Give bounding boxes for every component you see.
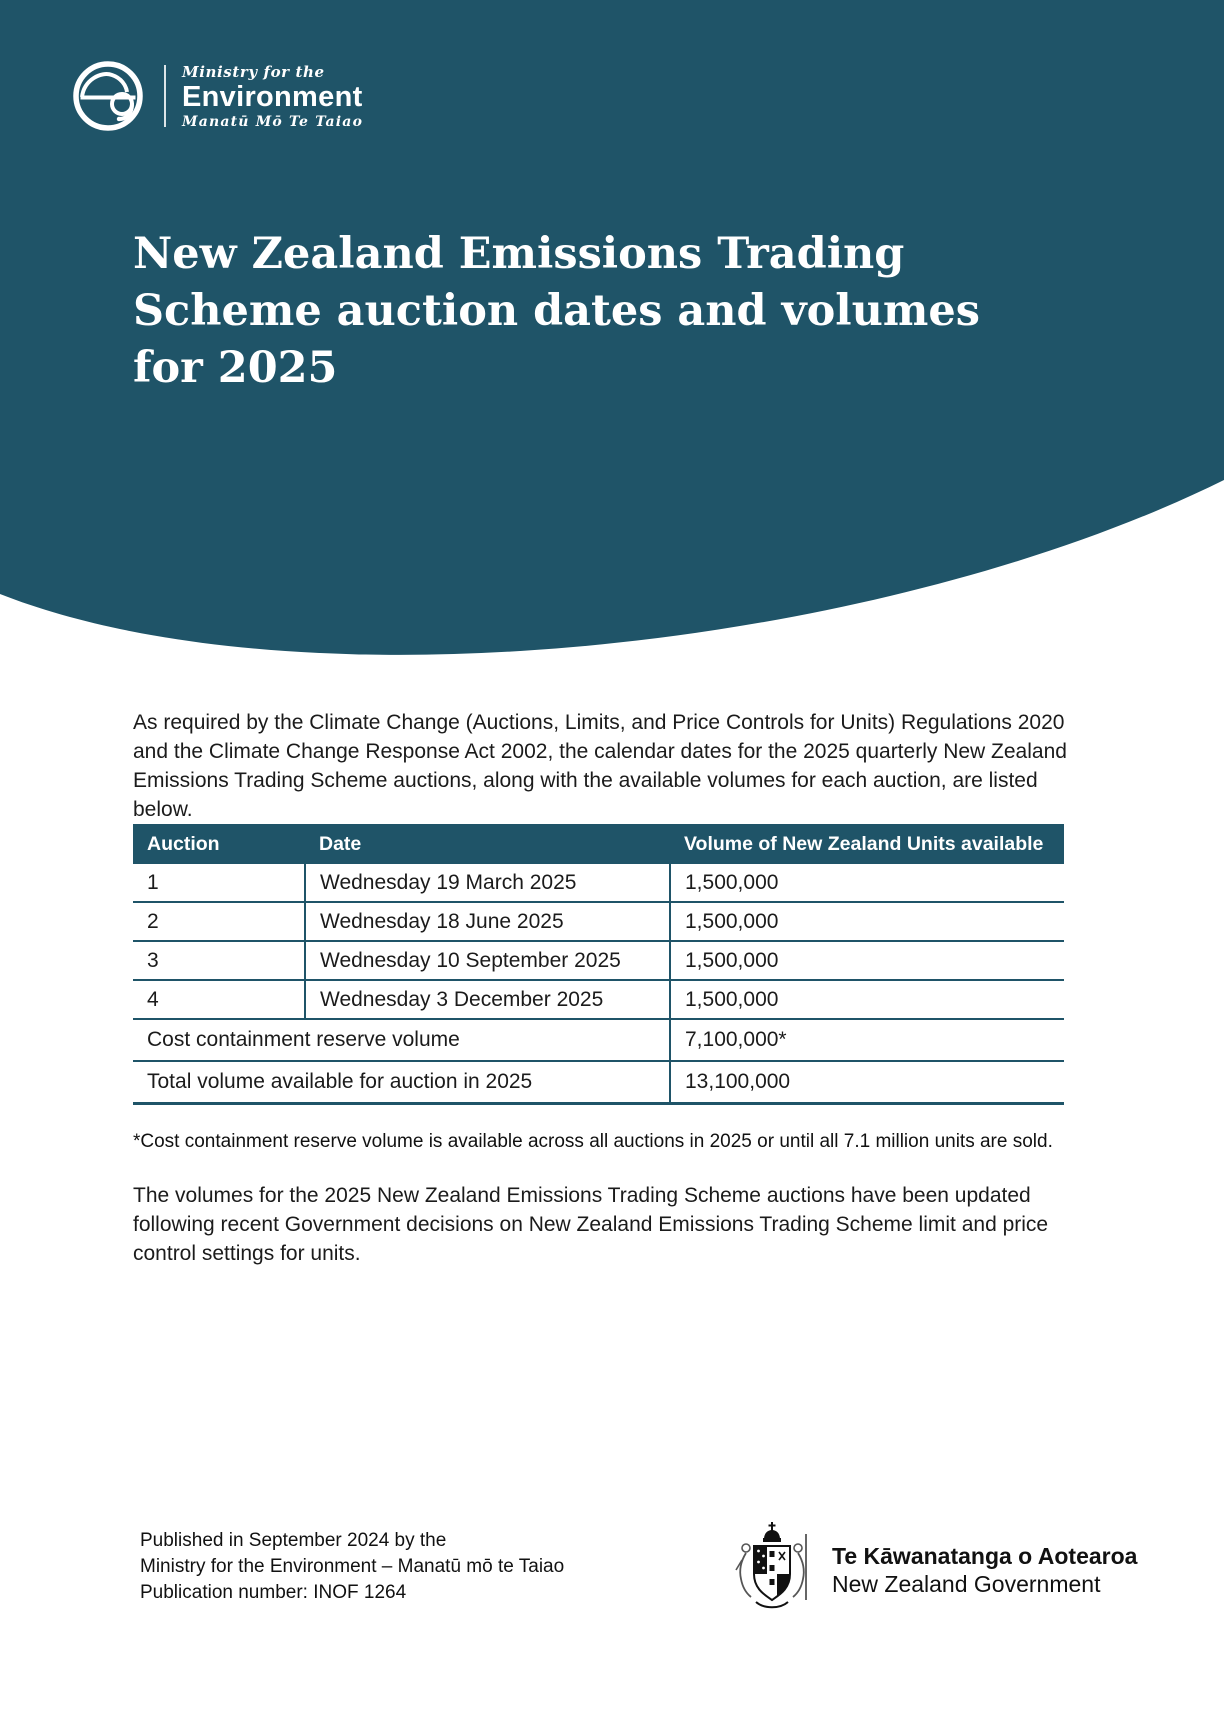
auction-date: Wednesday 3 December 2025 <box>305 980 670 1019</box>
page-title <box>133 226 993 397</box>
publication-line2: Ministry for the Environment – Manatū mō te Taiao <box>140 1556 565 1577</box>
summary-volume: 7,100,000* <box>670 1019 1064 1061</box>
page-title-line3: for 2025 <box>133 343 338 393</box>
ministry-for-the-label: Ministry for the <box>182 62 325 81</box>
auction-number: 2 <box>133 902 305 941</box>
mfe-wordmark <box>182 63 363 130</box>
auction-date: Wednesday 10 September 2025 <box>305 941 670 980</box>
auction-number: 4 <box>133 980 305 1019</box>
govt-wordmark <box>832 1542 1137 1598</box>
summary-label: Cost containment reserve volume <box>133 1019 670 1061</box>
summary-label: Total volume available for auction in 2025 <box>133 1061 670 1104</box>
intro-paragraph: As required by the Climate Change (Auctions, Limits, and Price Controls for Units) Regulations 2020 and the Climate Change Response Act 2002, the calendar dates for the 2025 quarterly New Zealand Emissions Trading Scheme auctions, along with the available volumes for each auction, are listed below. <box>133 711 1067 821</box>
govt-name-maori: Te Kāwanatanga o Aotearoa <box>832 1543 1138 1569</box>
table-row <box>133 902 1064 941</box>
mfe-logo <box>70 58 363 134</box>
page-title-line1: New Zealand Emissions Trading <box>133 229 905 279</box>
auction-date: Wednesday 18 June 2025 <box>305 902 670 941</box>
table-header-row <box>133 824 1064 864</box>
table-footnote: *Cost containment reserve volume is available across all auctions in 2025 or until all 7.1 million units are sold. <box>133 1131 1053 1152</box>
auction-volume: 1,500,000 <box>670 864 1064 902</box>
auction-number: 1 <box>133 864 305 902</box>
table-row <box>133 980 1064 1019</box>
summary-row-total <box>133 1061 1064 1104</box>
auction-table <box>133 824 1064 1105</box>
govt-name-english: New Zealand Government <box>832 1571 1101 1597</box>
publication-line3: Publication number: INOF 1264 <box>140 1582 407 1603</box>
auction-volume: 1,500,000 <box>670 902 1064 941</box>
column-header-auction: Auction <box>133 824 305 864</box>
publication-line1: Published in September 2024 by the <box>140 1530 447 1551</box>
environment-wordmark: Environment <box>182 80 363 113</box>
column-header-date: Date <box>305 824 670 864</box>
update-paragraph: The volumes for the 2025 New Zealand Emissions Trading Scheme auctions have been updated following recent Government decisions on New Zealand Emissions Trading Scheme limit and price control settings for units. <box>133 1184 1049 1265</box>
table-row <box>133 941 1064 980</box>
auction-date: Wednesday 19 March 2025 <box>305 864 670 902</box>
summary-volume: 13,100,000 <box>670 1061 1064 1104</box>
auction-number: 3 <box>133 941 305 980</box>
maori-wordmark: Manatū Mō Te Taiao <box>182 113 364 130</box>
coat-of-arms-icon <box>724 1520 820 1620</box>
logo-divider <box>164 65 166 127</box>
auction-volume: 1,500,000 <box>670 980 1064 1019</box>
nz-govt-logo <box>724 1520 1137 1620</box>
page-title-line2: Scheme auction dates and volumes <box>133 286 980 336</box>
table-row <box>133 864 1064 902</box>
summary-row-cost-containment <box>133 1019 1064 1061</box>
auction-volume: 1,500,000 <box>670 941 1064 980</box>
mfe-logo-mark-icon <box>70 58 146 134</box>
column-header-volume: Volume of New Zealand Units available <box>670 824 1064 864</box>
publication-info <box>140 1528 564 1606</box>
